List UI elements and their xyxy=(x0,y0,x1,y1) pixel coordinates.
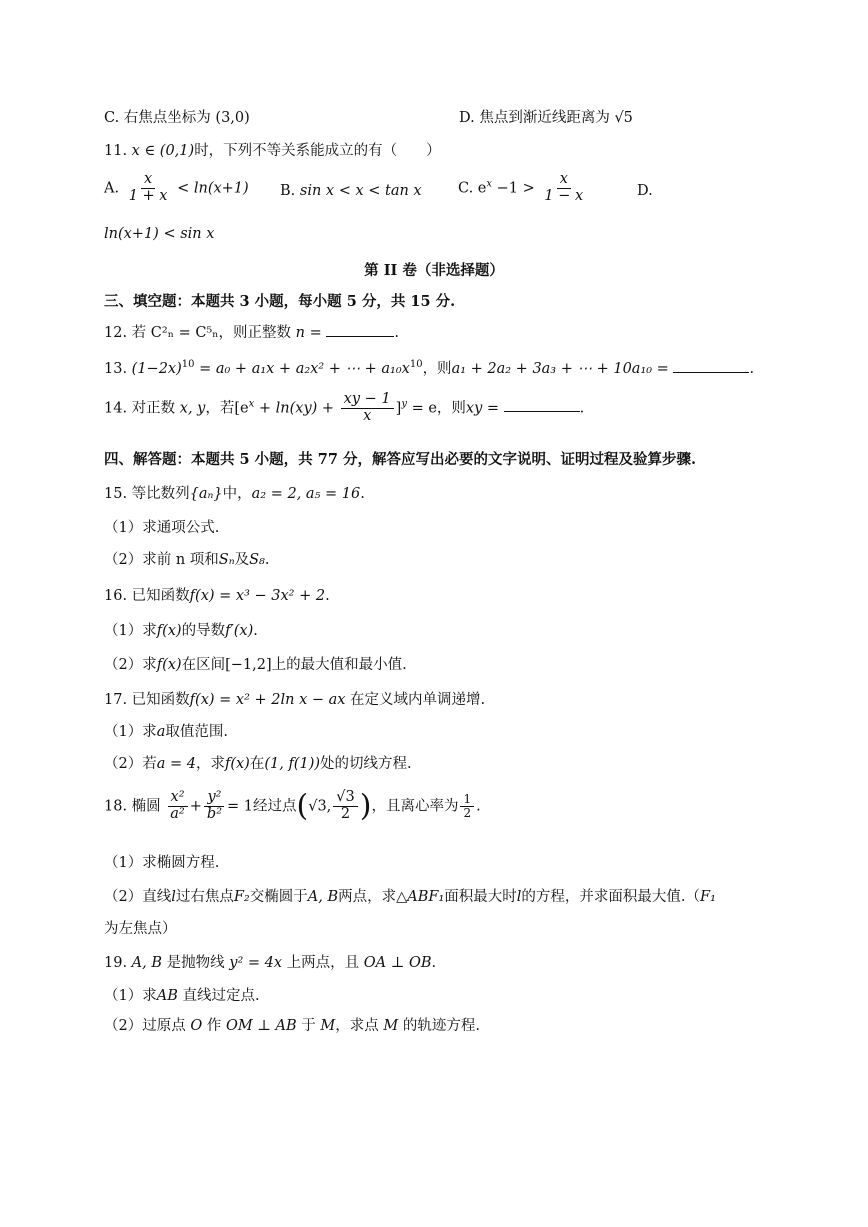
q10-option-c-text: C. 右焦点坐标为 xyxy=(104,110,211,126)
q19-part1 xyxy=(104,984,260,1005)
q15-part1: （1）求通项公式. xyxy=(104,520,220,536)
q18-stem2: 经过点 xyxy=(253,798,297,815)
q17-p2c: ，求 xyxy=(195,756,225,772)
q11-c-mid: −1 > xyxy=(492,180,535,197)
q12-end: . xyxy=(394,325,399,341)
q15-p2e: . xyxy=(264,552,270,568)
q19-p2h: M xyxy=(383,1018,399,1034)
q19-p2e: 于 xyxy=(301,1018,316,1034)
q14-ask: xy = xyxy=(465,400,504,417)
q19-points: A, B xyxy=(131,955,163,971)
q14-text2: ，则 xyxy=(436,400,466,417)
q18-p2f: A, B xyxy=(307,889,339,905)
q14-expr2: + ln(xy) + xyxy=(254,400,335,417)
answer-header: 四、解答题：本题共 5 小题，共 77 分，解答应写出必要的文字说明、证明过程及验算步骤. xyxy=(104,451,697,468)
q16-p1c: 的导数 xyxy=(181,623,226,639)
q18-plus: + xyxy=(189,798,202,815)
q16-p1b: f(x) xyxy=(156,623,182,639)
q16-p2b: f(x) xyxy=(156,657,182,673)
q11-option-a xyxy=(104,172,249,205)
q14-expr3-sup: y xyxy=(401,398,407,410)
q12-equation: C²ₙ = C⁵ₙ xyxy=(150,325,219,341)
q18-part2-cont: 为左焦点） xyxy=(104,921,177,937)
q18-eq: = 1 xyxy=(227,798,253,815)
q14-number: 14. 对正数 xyxy=(104,400,176,417)
q15-p2d: S₈ xyxy=(249,552,265,568)
q16-number: 16. 已知函数 xyxy=(104,588,190,604)
q12-equals: = xyxy=(304,325,327,341)
q13-number: 13. xyxy=(104,361,128,377)
q15-end: . xyxy=(360,486,365,502)
q17-part2 xyxy=(104,752,412,773)
q14-answer-blank[interactable] xyxy=(504,398,580,412)
q18-part1: （1）求椭圆方程. xyxy=(104,855,220,871)
q11-a-rhs: < ln(x+1) xyxy=(177,180,249,197)
q14-text1: ，若 xyxy=(205,400,235,417)
q18-number: 18. 椭圆 xyxy=(104,798,161,815)
q18-eccentricity xyxy=(460,793,474,820)
q18-f2-num: y² xyxy=(204,790,224,807)
q18-p2b: l xyxy=(171,889,176,905)
q16-p2c: 在区间 xyxy=(181,657,226,673)
q11-b-label: B. xyxy=(280,183,296,199)
q19-p2d: OM ⊥ AB xyxy=(225,1018,297,1034)
q17-p2b: a = 4 xyxy=(156,756,196,772)
q14-expr4: = e xyxy=(406,400,437,417)
q13-rhs: = a₀ + a₁x + a₂x² + ⋯ + a₁₀x xyxy=(194,361,410,377)
q11-d-label: D. xyxy=(637,183,653,199)
q12-answer-blank[interactable] xyxy=(326,323,394,337)
q16-stem xyxy=(104,584,330,605)
q14-frac-den: x xyxy=(363,407,372,424)
q11-c-sup: x xyxy=(486,178,493,190)
q13-end: . xyxy=(749,361,755,377)
q11-stem-text: 时，下列不等关系能成立的有（ ） xyxy=(194,143,441,159)
q17-p2f: (1, f(1)) xyxy=(264,756,321,772)
q15-sequence: {aₙ} xyxy=(189,486,223,502)
q18-p2k: 的方程，并求面积最大值.（ xyxy=(521,889,701,905)
q15-p2b: Sₙ xyxy=(218,552,235,568)
q11-option-d-label xyxy=(637,183,653,199)
q19-curve: y² = 4x xyxy=(229,955,283,971)
q18-frac-y xyxy=(204,790,225,823)
q13-lhs-sup: 10 xyxy=(181,359,195,371)
q19-stem1: 是抛物线 xyxy=(166,955,225,971)
q16-part2 xyxy=(104,653,407,674)
q11-b-math: sin x < x < tan x xyxy=(299,183,422,199)
q11-number: 11. xyxy=(104,143,128,159)
q18-stem xyxy=(104,790,481,823)
q10-option-c-math: (3,0) xyxy=(215,110,250,126)
q10-option-c xyxy=(104,106,250,127)
q18-stem3: ，且离心率为 xyxy=(371,798,459,815)
q11-d-math: ln(x+1) < sin x xyxy=(104,226,215,242)
q14-expr3: ] xyxy=(395,400,402,417)
q10-option-d xyxy=(459,106,633,127)
q16-p2a: （2）求 xyxy=(104,657,157,673)
q18-p2i: 面积最大时 xyxy=(444,889,517,905)
q12 xyxy=(104,321,399,342)
q18-frac-x xyxy=(167,790,187,823)
q17-stem2: 在定义域内单调递增. xyxy=(350,692,486,708)
q16-p1e: . xyxy=(253,623,258,639)
q18-point-x: √3, xyxy=(308,798,332,815)
q12-text: ，则正整数 xyxy=(218,325,292,341)
q19-number: 19. xyxy=(104,955,128,971)
q11-a-label: A. xyxy=(104,180,120,197)
q19-part2 xyxy=(104,1014,480,1035)
q18-pt-num: √3 xyxy=(333,790,357,807)
q10-option-d-text: D. 焦点到渐近线距离为 xyxy=(459,110,610,126)
q17-p2a: （2）若 xyxy=(104,756,157,772)
q11-option-c xyxy=(458,172,588,205)
q18-part2 xyxy=(104,885,716,906)
q18-p2l: F₁ xyxy=(700,889,716,905)
q13-lhs: (1−2x) xyxy=(131,361,182,377)
q15-condition: a₂ = 2, a₅ = 16 xyxy=(251,486,361,502)
q14 xyxy=(104,392,584,425)
q15-stem xyxy=(104,482,365,503)
q18-e-den: 2 xyxy=(463,805,472,820)
q16-p2d: [−1,2] xyxy=(225,657,272,673)
q11-c-e: e xyxy=(477,180,487,197)
q19-p1c: 直线过定点. xyxy=(182,988,260,1004)
q17-number: 17. 已知函数 xyxy=(104,692,190,708)
q15-number: 15. 等比数列 xyxy=(104,486,190,502)
q18-e-num: 1 xyxy=(460,793,474,807)
q15-p2a: （2）求前 n 项和 xyxy=(104,552,219,568)
q17-p2d: f(x) xyxy=(224,756,250,772)
q14-vars: x, y xyxy=(179,400,206,417)
q17-p1a: （1）求 xyxy=(104,724,157,740)
q18-f1-num: x² xyxy=(168,790,188,807)
q16-function: f(x) = x³ − 3x² + 2 xyxy=(189,588,326,604)
q13 xyxy=(104,357,754,378)
q19-p1a: （1）求 xyxy=(104,988,157,1004)
q19-p2a: （2）过原点 xyxy=(104,1018,186,1034)
q18-p2h: △ABF₁ xyxy=(396,889,445,905)
q18-p2j: l xyxy=(516,889,522,905)
q18-f1-den: a² xyxy=(170,805,185,822)
q18-p2g: 两点，求 xyxy=(338,889,397,905)
q16-end: . xyxy=(325,588,330,604)
q19-p1b: AB xyxy=(156,988,178,1004)
q14-end: . xyxy=(579,400,585,417)
q16-part1 xyxy=(104,619,258,640)
q18-pt-den: 2 xyxy=(340,805,351,822)
q14-expr1: [e xyxy=(234,400,249,417)
q18-paren-close: ) xyxy=(359,788,372,824)
q18-p2d: F₂ xyxy=(233,889,250,905)
q11-stem xyxy=(104,139,441,160)
q13-text: ，则 xyxy=(422,361,452,377)
q15-p2c: 及 xyxy=(234,552,250,568)
q13-answer-blank[interactable] xyxy=(673,359,749,373)
q17-p2e: 在 xyxy=(249,756,265,772)
q19-stem xyxy=(104,951,436,972)
q11-a-fraction: $\frac{x}{1 + x}$ xyxy=(128,171,168,204)
q13-ask: a₁ + 2a₂ + 3a₃ + ⋯ + 10a₁₀ = xyxy=(451,361,674,377)
q18-p2a: （2）直线 xyxy=(104,889,172,905)
q14-frac-num: xy − 1 xyxy=(341,392,394,409)
q14-fraction xyxy=(341,392,394,425)
q19-condition: OA ⊥ OB xyxy=(363,955,432,971)
q11-condition: x ∈ (0,1) xyxy=(131,143,195,159)
q19-p2i: 的轨迹方程. xyxy=(402,1018,480,1034)
q19-p2b: O xyxy=(190,1018,203,1034)
q14-expr1-sup: x xyxy=(248,398,255,410)
q19-end: . xyxy=(431,955,437,971)
section-2-title: 第 II 卷（非选择题） xyxy=(364,262,504,279)
q12-variable: n xyxy=(295,325,305,341)
q15-part2 xyxy=(104,548,269,569)
q17-stem xyxy=(104,688,485,709)
q17-p2g: 处的切线方程. xyxy=(320,756,412,772)
q15-stem2: 中， xyxy=(222,486,252,502)
q11-c-fraction: $\frac{x}{1 - x}$ xyxy=(544,171,584,204)
q12-number: 12. 若 xyxy=(104,325,147,341)
q17-part1 xyxy=(104,720,228,741)
fill-in-header: 三、填空题：本题共 3 小题，每小题 5 分，共 15 分. xyxy=(104,293,456,310)
q16-p2e: 上的最大值和最小值. xyxy=(271,657,407,673)
q19-p2f: M xyxy=(320,1018,336,1034)
q19-p2g: ，求点 xyxy=(335,1018,379,1034)
q17-function: f(x) = x² + 2ln x − ax xyxy=(189,692,346,708)
q13-rhs-sup: 10 xyxy=(409,359,423,371)
q11-option-d xyxy=(104,226,214,242)
q18-f2-den: b² xyxy=(206,805,223,822)
q18-p2e: 交椭圆于 xyxy=(249,889,308,905)
q18-p2c: 过右焦点 xyxy=(175,889,234,905)
q11-c-label: C. xyxy=(458,180,474,197)
q16-p1d: f′(x) xyxy=(225,623,254,639)
q18-end: . xyxy=(476,798,481,815)
q16-p1a: （1）求 xyxy=(104,623,157,639)
q19-stem2: 上两点，且 xyxy=(286,955,360,971)
q17-p1b: a xyxy=(156,724,166,740)
q10-option-d-math: √5 xyxy=(614,110,633,126)
q18-point-y xyxy=(333,790,357,823)
q11-option-b xyxy=(280,183,422,199)
q17-p1c: 取值范围. xyxy=(165,724,228,740)
q19-p2c: 作 xyxy=(206,1018,222,1034)
q18-paren-open: ( xyxy=(296,788,309,824)
